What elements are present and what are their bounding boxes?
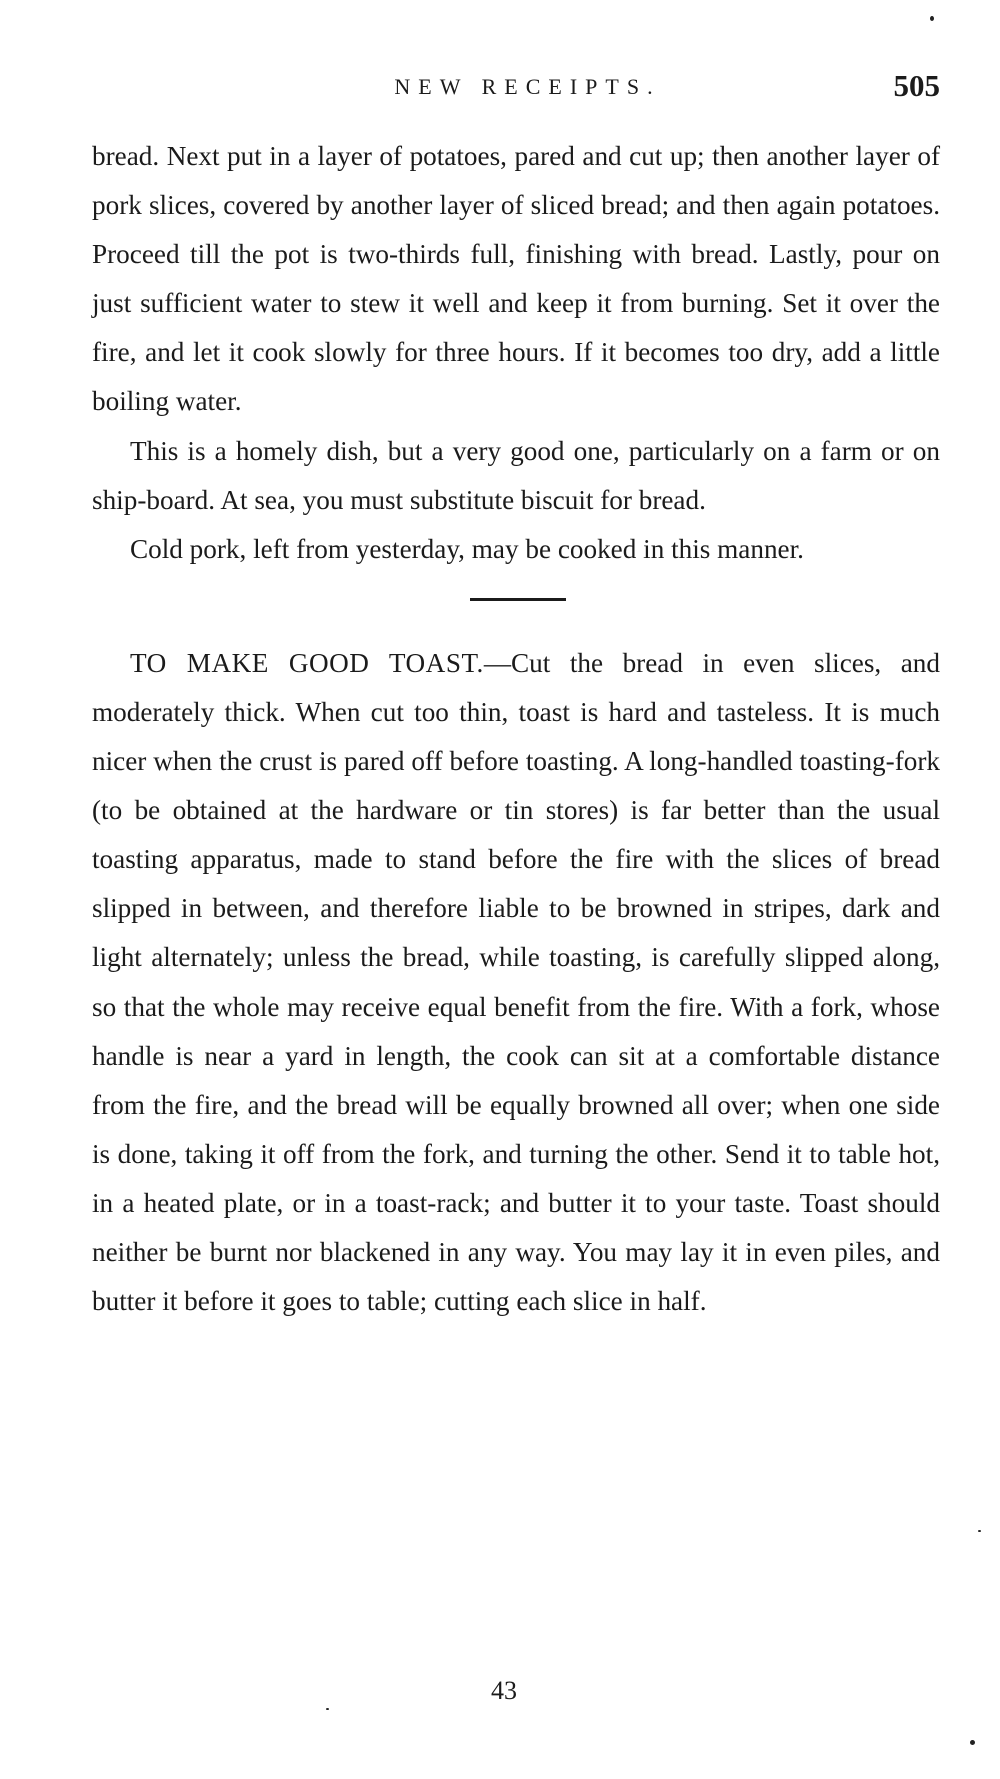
ink-speck — [970, 1740, 975, 1745]
ink-speck — [326, 1708, 329, 1710]
recipe-body: —Cut the bread in even slices, and moderately thick. When cut too thin, toast is hard and tasteless. It is much nicer when the crust is pared off before toasting. A long-handled toasting-fork (to be obtained at the hardware or tin stores) is far better than the usual toasting apparatus, made to stand before the fire with the slices of bread slipped in between, and therefore liable to be browned in stripes, dark and light alternately; unless the bread, while toasting, is carefully slipped along, so that the whole may receive equal benefit from the fire. With a fork, whose handle is near a yard in length, the cook can sit at a comfortable distance from the fire, and the bread will be equally browned all over; when one side is done, taking it off from the fork, and turning the other. Send it to table hot, in a heated plate, or in a toast-rack; and butter it to your taste. Toast should neither be burnt nor blackened in any way. You may lay it in even piles, and butter it before it goes to table; cutting each slice in half. — [92, 647, 940, 1317]
signature-mark: 43 — [491, 1676, 517, 1705]
ink-speck — [930, 16, 934, 21]
page-header — [95, 68, 940, 108]
section-divider — [470, 598, 566, 601]
recipe-heading: TO MAKE GOOD TOAST. — [130, 647, 484, 678]
paragraph-homely-dish: This is a homely dish, but a very good one, particularly on a farm or on ship-board. At sea, you must substitute biscuit for bread. — [92, 435, 940, 515]
ink-speck — [978, 1530, 981, 1532]
paragraph-cold-pork: Cold pork, left from yesterday, may be cooked in this manner. — [130, 533, 804, 564]
paragraph-good-toast — [92, 639, 940, 1326]
page-number: 505 — [893, 68, 940, 103]
page-body — [92, 132, 940, 1326]
running-title: NEW RECEIPTS. — [394, 74, 661, 99]
paragraph-continued: bread. Next put in a layer of potatoes, pared and cut up; then another layer of pork slices, covered by another layer of sliced bread; and then again potatoes. Proceed till the pot is two-thirds full, finishing with bread. Lastly, pour on just sufficient water to stew it well and keep it from burning. Set it over the fire, and let it cook slowly for three hours. If it becomes too dry, add a little boiling water. — [92, 141, 940, 417]
